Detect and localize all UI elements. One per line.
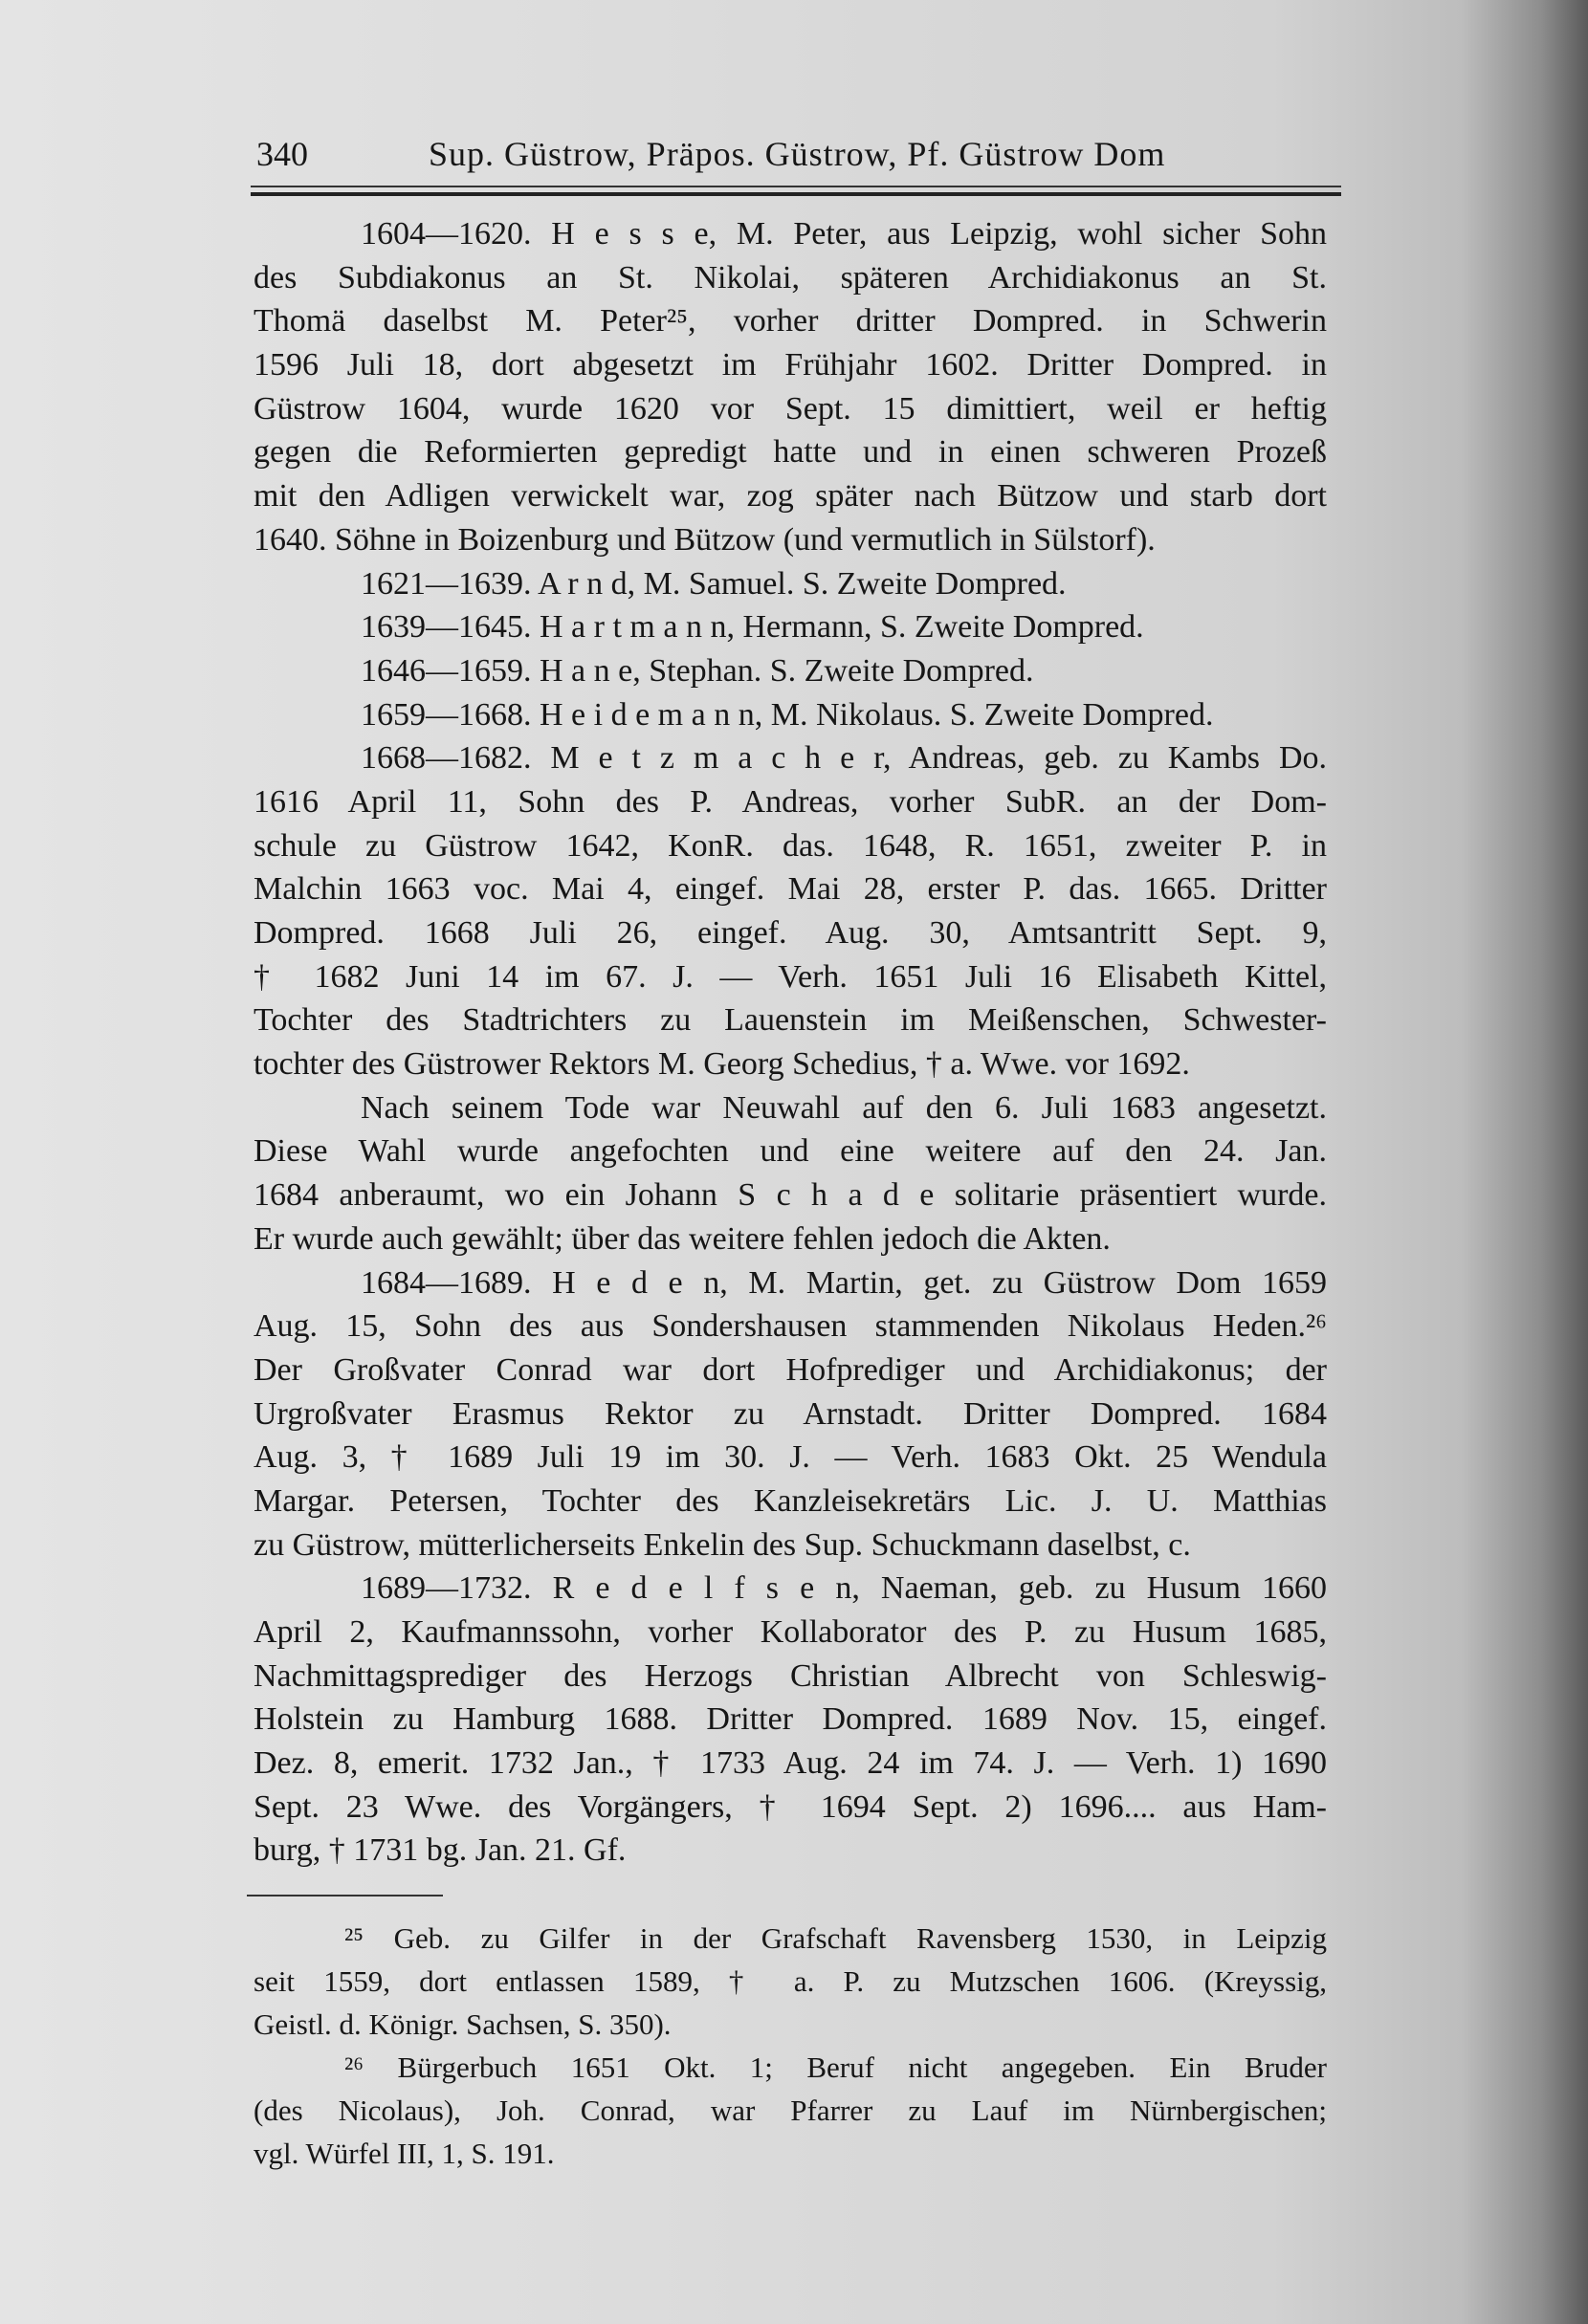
paragraph — [254, 1261, 1327, 1568]
text-line: Er wurde auch gewählt; über das weitere fehlen jedoch die Akten. — [254, 1220, 1111, 1257]
text-line: 1604—1620. H e s s e, M. Peter, aus Leipzig, wohl sicher Sohn — [361, 216, 1327, 252]
paragraph — [254, 605, 1327, 649]
text-line: 1646—1659. H a n e, Stephan. S. Zweite Dompred. — [361, 652, 1034, 689]
text-line: Sept. 23 Wwe. des Vorgängers, † 1694 Sept. 2) 1696.... aus Ham- — [254, 1788, 1327, 1825]
text-line: 1689—1732. R e d e l f s e n, Naeman, geb. zu Husum 1660 — [361, 1570, 1327, 1607]
text-line: Diese Wahl wurde angefochten und eine weitere auf den 24. Jan. — [254, 1133, 1327, 1170]
text-line: 1596 Juli 18, dort abgesetzt im Frühjahr 1602. Dritter Dompred. in — [254, 347, 1327, 384]
text-line: 1640. Söhne in Boizenburg und Bützow (und vermutlich in Sülstorf). — [254, 521, 1156, 558]
text-line: mit den Adligen verwickelt war, zog später nach Bützow und starb dort — [254, 478, 1327, 515]
text-line: 1616 April 11, Sohn des P. Andreas, vorher SubR. an der Dom- — [254, 783, 1327, 820]
text-line: 1684 anberaumt, wo ein Johann S c h a d e solitarie präsentiert wurde. — [254, 1177, 1327, 1214]
footnote-separator — [247, 1895, 443, 1896]
text-line: Aug. 15, Sohn des aus Sondershausen stammenden Nikolaus Heden.²⁶ — [254, 1308, 1327, 1345]
header-rule-thin — [251, 186, 1341, 187]
footnote — [254, 2046, 1327, 2175]
running-header — [256, 134, 1328, 182]
header-rule-thick — [251, 192, 1341, 196]
text-line: Dompred. 1668 Juli 26, eingef. Aug. 30, Amtsantritt Sept. 9, — [254, 915, 1327, 951]
paragraph — [254, 736, 1327, 1086]
text-line: 1621—1639. A r n d, M. Samuel. S. Zweite Dompred. — [361, 565, 1067, 602]
text-line: Margar. Petersen, Tochter des Kanzleisekretärs Lic. J. U. Matthias — [254, 1482, 1327, 1519]
text-line: burg, † 1731 bg. Jan. 21. Gf. — [254, 1832, 627, 1869]
footnote-line: vgl. Würfel III, 1, S. 191. — [254, 2137, 555, 2170]
text-line: Aug. 3, † 1689 Juli 19 im 30. J. — Verh. 1683 Okt. 25 Wendula — [254, 1439, 1327, 1476]
text-line: Nach seinem Tode war Neuwahl auf den 6. Juli 1683 angesetzt. — [361, 1089, 1327, 1126]
paragraph — [254, 1567, 1327, 1873]
text-line: Dez. 8, emerit. 1732 Jan., † 1733 Aug. 24 im 74. J. — Verh. 1) 1690 — [254, 1745, 1327, 1782]
text-line: Urgroßvater Erasmus Rektor zu Arnstadt. Dritter Dompred. 1684 — [254, 1395, 1327, 1432]
text-line: gegen die Reformierten gepredigt hatte und in einen schweren Prozeß — [254, 434, 1327, 471]
footnote — [254, 1917, 1327, 2046]
paragraph — [254, 693, 1327, 737]
footnote-line: seit 1559, dort entlassen 1589, † a. P. zu Mutzschen 1606. (Kreyssig, — [254, 1964, 1327, 1998]
text-line: April 2, Kaufmannssohn, vorher Kollaborator des P. zu Husum 1685, — [254, 1614, 1327, 1650]
footnotes — [254, 1917, 1327, 2175]
paragraph — [254, 1086, 1327, 1261]
footnote-line: ²⁵ Geb. zu Gilfer in der Grafschaft Ravensberg 1530, in Leipzig — [344, 1921, 1327, 1955]
text-line: tochter des Güstrower Rektors M. Georg Schedius, † a. Wwe. vor 1692. — [254, 1046, 1190, 1083]
text-line: 1639—1645. H a r t m a n n, Hermann, S. Zweite Dompred. — [361, 609, 1144, 646]
text-line: zu Güstrow, mütterlicherseits Enkelin des Sup. Schuckmann daselbst, c. — [254, 1526, 1191, 1563]
text-line: 1684—1689. H e d e n, M. Martin, get. zu Güstrow Dom 1659 — [361, 1264, 1327, 1301]
footnote-line: (des Nicolaus), Joh. Conrad, war Pfarrer zu Lauf im Nürnbergischen; — [254, 2094, 1327, 2127]
text-line: schule zu Güstrow 1642, KonR. das. 1648, R. 1651, zweiter P. in — [254, 827, 1327, 864]
text-line: Tochter des Stadtrichters zu Lauenstein im Meißenschen, Schwester- — [254, 1002, 1327, 1039]
text-line: des Subdiakonus an St. Nikolai, späteren Archidiakonus an St. — [254, 259, 1327, 296]
text-line: Güstrow 1604, wurde 1620 vor Sept. 15 dimittiert, weil er heftig — [254, 390, 1327, 427]
paragraph — [254, 212, 1327, 562]
footnote-line: ²⁶ Bürgerbuch 1651 Okt. 1; Beruf nicht angegeben. Ein Bruder — [344, 2050, 1327, 2084]
paragraph — [254, 649, 1327, 693]
text-line: Der Großvater Conrad war dort Hofprediger und Archidiakonus; der — [254, 1351, 1327, 1388]
text-line: 1668—1682. M e t z m a c h e r, Andreas, geb. zu Kambs Do. — [361, 740, 1327, 777]
paragraph — [254, 562, 1327, 606]
text-line: Holstein zu Hamburg 1688. Dritter Dompred. 1689 Nov. 15, eingef. — [254, 1701, 1327, 1738]
text-line: † 1682 Juni 14 im 67. J. — Verh. 1651 Juli 16 Elisabeth Kittel, — [254, 958, 1327, 995]
page-number: 340 — [256, 135, 308, 173]
text-line: Nachmittagsprediger des Herzogs Christian Albrecht von Schleswig- — [254, 1657, 1327, 1694]
footnote-line: Geistl. d. Königr. Sachsen, S. 350). — [254, 2007, 672, 2041]
text-line: Malchin 1663 voc. Mai 4, eingef. Mai 28, erster P. das. 1665. Dritter — [254, 871, 1327, 908]
main-text — [254, 212, 1327, 1873]
text-line: 1659—1668. H e i d e m a n n, M. Nikolaus. S. Zweite Dompred. — [361, 696, 1214, 733]
text-line: Thomä daselbst M. Peter²⁵, vorher dritter Dompred. in Schwerin — [254, 303, 1327, 340]
running-title: Sup. Güstrow, Präpos. Güstrow, Pf. Güstrow Dom — [429, 135, 1166, 173]
